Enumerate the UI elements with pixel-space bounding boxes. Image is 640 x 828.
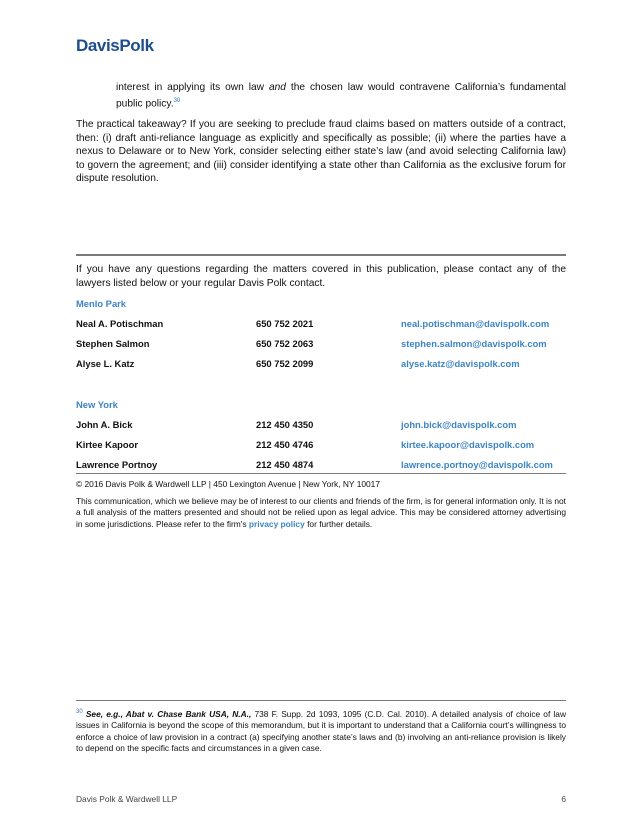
contact-name: Neal A. Potischman (76, 318, 164, 329)
contact-email-link[interactable]: john.bick@davispolk.com (401, 419, 517, 430)
contact-email-link[interactable]: lawrence.portnoy@davispolk.com (401, 459, 553, 470)
continuation-text-end: the chosen law would contravene California’s fundamental public policy. (116, 82, 566, 109)
contact-email-link[interactable]: alyse.katz@davispolk.com (401, 358, 520, 369)
contact-name: Alyse L. Katz (76, 358, 135, 369)
contact-phone: 650 752 2021 (256, 318, 314, 329)
contact-intro: If you have any questions regarding the matters covered in this publication, please contact any of the lawyers listed below or your regular Davis Polk contact. (76, 264, 566, 289)
takeaway-paragraph: The practical takeaway? If you are seeking to preclude fraud claims based on matters outside of a contract, then: (i) draft anti-reliance language as explicitly and specifically as possible; (ii) where the parties have a nexus to Delaware or to New York, consider selecting either state’s law (and avoid selecting California law) to govern the agreement; and (iii) consider identifying a state other than California as the exclusive forum for dispute resolution. (76, 119, 566, 185)
contact-email-link[interactable]: neal.potischman@davispolk.com (401, 318, 550, 329)
contact-row (76, 358, 566, 372)
footnote-divider (76, 700, 566, 701)
continuation-emphasis: and (268, 82, 286, 93)
footnote-number: 30 (76, 709, 83, 715)
footnote-citation: See, e.g., Abat v. Chase Bank USA, N.A., (85, 708, 252, 719)
contact-row (76, 318, 566, 332)
contact-email-link[interactable]: kirtee.kapoor@davispolk.com (401, 439, 535, 450)
firm-logo: DavisPolk (76, 36, 154, 55)
contact-name: John A. Bick (76, 419, 133, 430)
contact-row (76, 459, 566, 473)
contact-phone: 212 450 4874 (256, 459, 314, 470)
contact-name: Stephen Salmon (76, 338, 150, 349)
contacts-divider (76, 473, 566, 474)
office-heading-menlo-park: Menlo Park (76, 298, 127, 309)
page-number: 6 (561, 794, 566, 804)
contact-phone: 650 752 2063 (256, 338, 314, 349)
contact-row (76, 338, 566, 352)
copyright-line: © 2016 Davis Polk & Wardwell LLP | 450 Lexington Avenue | New York, NY 10017 (76, 479, 380, 489)
contact-name: Kirtee Kapoor (76, 439, 138, 450)
footnote-text: 738 F. Supp. 2d 1093, 1095 (C.D. Cal. 2010). A detailed analysis of choice of law issues in California is beyond the scope of this memorandum, but it is important to understand that a California court’s willingness to enforce a choice of law provision in a contract (a) specifying another state’s laws and (b) involving an anti-reliance provision is likely to depend on the specific facts and circumstances in a given case. (76, 708, 566, 754)
contact-name: Lawrence Portnoy (76, 459, 158, 470)
contact-phone: 212 450 4350 (256, 419, 314, 430)
privacy-policy-link[interactable]: privacy policy (248, 518, 305, 529)
contact-row (76, 439, 566, 453)
contact-email-link[interactable]: stephen.salmon@davispolk.com (401, 338, 547, 349)
disclaimer-text-end: for further details. (304, 518, 373, 529)
footnote-reference[interactable]: 30 (173, 97, 181, 104)
disclaimer-paragraph (76, 496, 566, 530)
disclaimer-text: This communication, which we believe may be of interest to our clients and friends of the firm, is for general information only. It is not a full analysis of the matters presented and should not be relied upon as legal advice. This may be considered attorney advertising in some jurisdictions. Please refer to the firm's (76, 496, 567, 529)
continuation-text-start: interest in applying its own law (116, 82, 269, 93)
contact-row (76, 419, 566, 433)
contact-phone: 650 752 2099 (256, 358, 314, 369)
office-heading-new-york: New York (76, 399, 118, 410)
footnote-paragraph (76, 707, 566, 754)
footer-firm-name: Davis Polk & Wardwell LLP (76, 794, 178, 804)
section-divider (76, 254, 566, 256)
continuation-paragraph (116, 81, 566, 111)
contact-phone: 212 450 4746 (256, 439, 314, 450)
